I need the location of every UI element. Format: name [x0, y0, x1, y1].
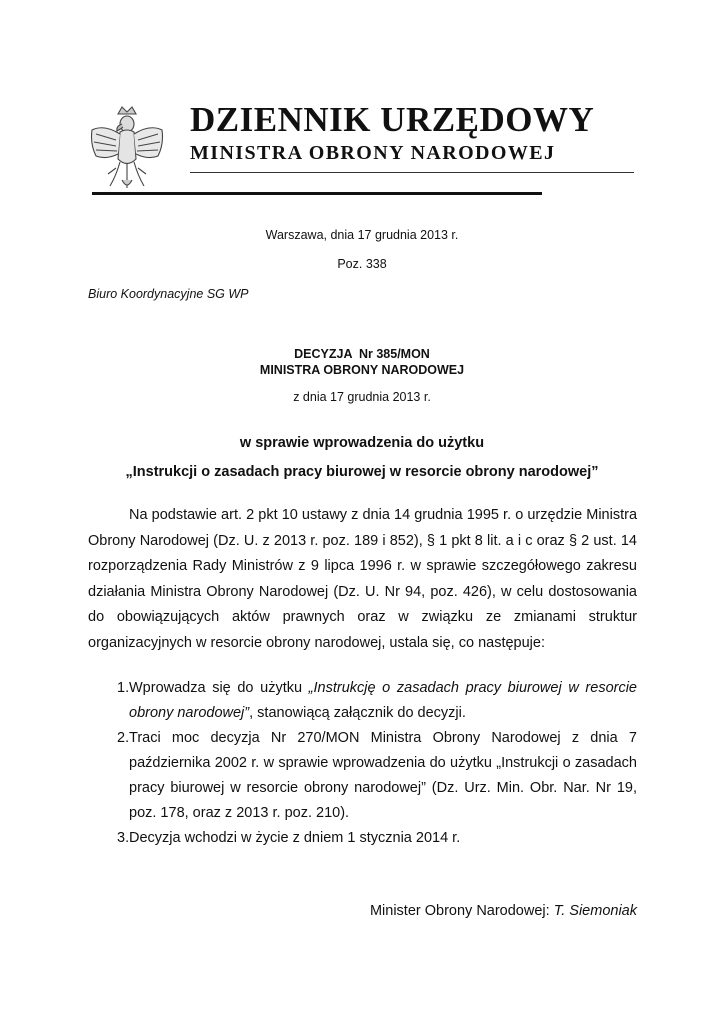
subject-line-1: w sprawie wprowadzenia do użytku — [239, 435, 485, 451]
decision-date: z dnia 17 grudnia 2013 r. — [293, 390, 431, 404]
list-item — [117, 826, 637, 851]
item-number: 2. — [117, 730, 130, 746]
issuing-office: Biuro Koordynacyjne SG WP — [88, 287, 249, 301]
journal-subtitle: MINISTRA OBRONY NARODOWEJ — [190, 142, 556, 164]
item-text-suffix: , stanowiącą załącznik do decyzji. — [249, 705, 466, 721]
item-number: 3. — [117, 830, 130, 846]
decision-number: DECYZJA Nr 385/MON — [294, 347, 430, 361]
subject-line-2: „Instrukcji o zasadach pracy biurowej w resorcie obrony narodowej” — [125, 464, 599, 480]
decision-items — [117, 676, 637, 851]
signature — [370, 903, 637, 919]
decision-title — [0, 346, 724, 378]
item-text-prefix: Wprowadza się do użytku — [129, 680, 309, 696]
legal-basis-paragraph — [88, 503, 637, 656]
decision-subject — [0, 429, 724, 487]
list-item — [117, 726, 637, 826]
position-number: Poz. 338 — [337, 257, 387, 271]
paragraph-lead: Na podstawie — [129, 507, 217, 523]
list-item — [117, 676, 637, 726]
header-rule — [92, 192, 542, 195]
item-text-italic: „Instrukcję o zasadach pracy biurowej w resorcie obrony narodowej” — [129, 680, 637, 721]
signature-name: T. Siemoniak — [553, 903, 637, 919]
paragraph-text: art. 2 pkt 10 ustawy z dnia 14 grudnia 1995 r. o urzędzie Ministra Obrony Narodowej (Dz. U. z 2013 r. poz. 189 i 852), § 1 pkt 8 lit. a i c oraz § 2 ust. 14 rozporządzenia Rady Ministrów z 9 lipca 1996 r. w sprawie szczegółowego zakresu działania Ministra Obrony Narodowej (Dz. U. Nr 94, poz. 426), w celu dostosowania do obowiązujących aktów prawnych oraz w związku ze zmianami struktur organizacyjnych w resorcie obrony narodowej, ustala się, co następuje: — [88, 507, 638, 651]
place-date: Warszawa, dnia 17 grudnia 2013 r. — [265, 228, 459, 242]
signature-role: Minister Obrony Narodowej: — [369, 903, 554, 919]
journal-title: DZIENNIK URZĘDOWY — [190, 100, 595, 139]
polish-eagle-emblem — [86, 104, 168, 192]
masthead — [190, 100, 640, 165]
masthead-divider — [190, 172, 634, 173]
item-number: 1. — [117, 680, 130, 696]
item-text: Decyzja wchodzi w życie z dniem 1 stycznia 2014 r. — [129, 830, 461, 846]
item-text: Traci moc decyzja Nr 270/MON Ministra Obrony Narodowej z dnia 7 października 2002 r. w sprawie wprowadzenia do użytku „Instrukcji o zasadach pracy biurowej w resorcie obrony narodowej” (Dz. Urz. Min. Obr. Nar. Nr 19, poz. 178, oraz z 2013 r. poz. 210). — [129, 730, 637, 821]
decision-authority: MINISTRA OBRONY NARODOWEJ — [259, 363, 465, 377]
